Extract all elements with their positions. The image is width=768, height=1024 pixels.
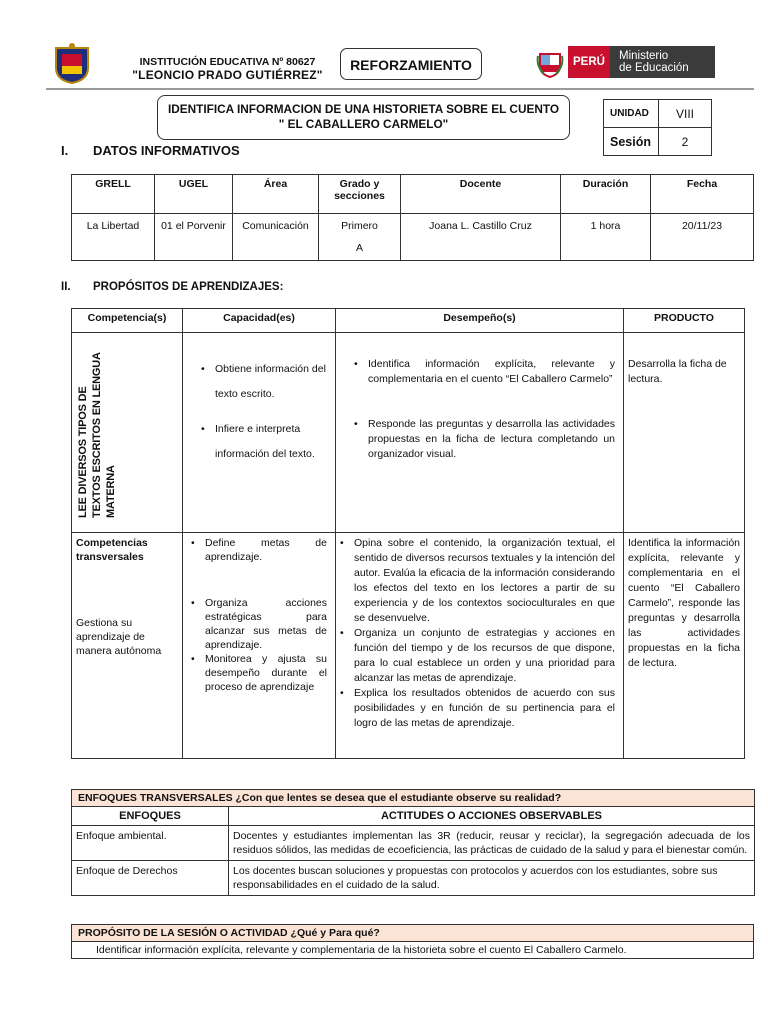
datos-fecha: 20/11/23 xyxy=(651,214,754,261)
enfoques-title: ENFOQUES TRANSVERSALES ¿Con que lentes se desea que el estudiante observe su realidad? xyxy=(72,790,755,807)
section-propositos-title: PROPÓSITOS DE APRENDIZAJES: xyxy=(93,281,284,293)
desempeno-item: • Identifica información explícita, relevante y complementaria en el cuento “El Caballero Carmelo” xyxy=(368,357,615,387)
transversal-producto-cell: Identifica la información explícita, relevante y complementaria en el cuento “El Caballero Carmelo”, responde las preguntas y desarrolla las actividades propuestas en la ficha de lectura. xyxy=(624,533,745,759)
peru-coat-of-arms-icon xyxy=(536,46,564,78)
reforzamiento-badge: REFORZAMIENTO xyxy=(340,48,482,80)
prop-header-capacidad: Capacidad(es) xyxy=(183,309,336,333)
transversal-desempenos-list xyxy=(340,536,619,731)
transversal-capacidad-item: • Define metas de aprendizaje. xyxy=(205,536,327,564)
enfoque-name: Enfoque de Derechos xyxy=(72,861,229,896)
minedu-peru-label: PERÚ xyxy=(568,46,610,78)
session-value: 2 xyxy=(659,128,712,156)
header-divider xyxy=(46,88,754,90)
enfoques-header-accion: ACTITUDES O ACCIONES OBSERVABLES xyxy=(229,807,755,826)
transversal-cell xyxy=(72,533,183,759)
transversal-capacidad-item: • Monitorea y ajusta su desempeño durante el proceso de aprendizaje xyxy=(205,652,327,694)
datos-docente: Joana L. Castillo Cruz xyxy=(401,214,561,261)
capacidades-list xyxy=(187,357,331,467)
propositos-table xyxy=(71,308,745,759)
datos-header-grell: GRELL xyxy=(72,175,155,214)
section-datos-heading xyxy=(61,143,240,158)
desempenos-cell xyxy=(336,333,624,533)
producto-cell: Desarrolla la ficha de lectura. xyxy=(624,333,745,533)
transversal-desempenos-cell xyxy=(336,533,624,759)
transversal-desempeno-item: • Opina sobre el contenido, la organización textual, el sentido de diversos recursos textuales y la intención del autor. Evalúa la eficacia de la información considerando los efectos del texto en los lectores a partir de su experiencia y de los contextos socioculturales en que se desenvuelve. xyxy=(354,536,615,626)
datos-header-ugel: UGEL xyxy=(155,175,233,214)
datos-header-fecha: Fecha xyxy=(651,175,754,214)
prop-header-producto: PRODUCTO xyxy=(624,309,745,333)
enfoque-accion: Los docentes buscan soluciones y propuestas con protocolos y acuerdos con los estudiantes, sobre sus responsabilidades en el cuidado de la salud. xyxy=(229,861,755,896)
session-title xyxy=(157,95,570,140)
transversal-capacidades-cell xyxy=(183,533,336,759)
minedu-ministry-label xyxy=(610,46,715,78)
datos-seccion-value: A xyxy=(355,242,363,254)
session-title-line1: IDENTIFICA INFORMACION DE UNA HISTORIETA SOBRE EL CUENTO xyxy=(167,102,560,116)
datos-header-duracion: Duración xyxy=(561,175,651,214)
datos-header-area: Área xyxy=(233,175,319,214)
section-datos-number: I. xyxy=(61,143,69,158)
transversal-title: Competencias transversales xyxy=(76,537,148,563)
school-crest-logo xyxy=(54,42,90,84)
school-name-line2: "LEONCIO PRADO GUTIÉRREZ" xyxy=(132,68,323,82)
transversal-name: Gestiona su aprendizaje de manera autónoma xyxy=(76,617,162,657)
minedu-line2: de Educación xyxy=(619,62,689,74)
enfoque-accion: Docentes y estudiantes implementan las 3R (reducir, reusar y reciclar), la segregación adecuada de los residuos sólidos, las medidas de ecoeficiencia, las prácticas de cuidado de la salud y para el bienestar común. xyxy=(229,826,755,861)
school-name xyxy=(110,56,345,82)
prop-header-competencia: Competencia(s) xyxy=(72,309,183,333)
proposito-sesion-text: Identificar información explícita, relevante y complementaria de la historieta sobre el cuento El Caballero Carmelo. xyxy=(72,942,754,959)
datos-table xyxy=(71,174,754,261)
enfoques-table xyxy=(71,789,755,896)
transversal-desempeno-item: • Organiza un conjunto de estrategias y acciones en función del tiempo y de los recursos de que dispone, para lo cual establece un orden y una prioridad para alcanzar las metas de aprendizaje. xyxy=(354,626,615,686)
school-name-line1: INSTITUCIÓN EDUCATIVA Nº 80627 xyxy=(139,56,316,68)
unit-value: VIII xyxy=(659,100,712,128)
datos-grell: La Libertad xyxy=(72,214,155,261)
section-propositos-heading xyxy=(61,281,283,293)
enfoques-header-enfoque: ENFOQUES xyxy=(72,807,229,826)
minedu-line1: Ministerio xyxy=(619,50,669,62)
desempeno-item: • Responde las preguntas y desarrolla las actividades propuestas en la ficha de lectura completando un organizador visual. xyxy=(368,417,615,462)
datos-ugel: 01 el Porvenir xyxy=(155,214,233,261)
unit-session-table xyxy=(603,99,712,156)
datos-grado xyxy=(319,214,401,261)
prop-header-desempeno: Desempeño(s) xyxy=(336,309,624,333)
datos-header-docente: Docente xyxy=(401,175,561,214)
desempenos-list xyxy=(340,357,619,462)
datos-area: Comunicación xyxy=(233,214,319,261)
unit-label: UNIDAD xyxy=(604,100,659,128)
proposito-sesion-title: PROPÓSITO DE LA SESIÓN O ACTIVIDAD ¿Qué y Para qué? xyxy=(72,925,754,942)
competencia-vertical-text: LEE DIVERSOS TIPOS DE TEXTOS ESCRITOS EN LENGUA MATERNA xyxy=(77,352,117,518)
enfoque-name: Enfoque ambiental. xyxy=(72,826,229,861)
datos-duracion: 1 hora xyxy=(561,214,651,261)
capacidad-item: • Infiere e interpreta información del texto. xyxy=(215,417,331,467)
datos-header-grado: Grado y secciones xyxy=(319,175,401,214)
capacidades-cell xyxy=(183,333,336,533)
session-label: Sesión xyxy=(604,128,659,156)
datos-grado-value: Primero xyxy=(341,220,378,232)
transversal-desempeno-item: • Explica los resultados obtenidos de acuerdo con sus posibilidades y en función de su pertinencia para el logro de las metas de aprendizaje. xyxy=(354,686,615,731)
competencia-cell xyxy=(72,333,183,533)
section-propositos-number: II. xyxy=(61,281,71,293)
proposito-sesion-table xyxy=(71,924,754,959)
capacidad-item: • Obtiene información del texto escrito. xyxy=(215,357,331,407)
section-datos-title: DATOS INFORMATIVOS xyxy=(93,143,240,158)
transversal-capacidades-list xyxy=(187,536,331,694)
session-title-line2: " EL CABALLERO CARMELO" xyxy=(278,117,449,131)
transversal-capacidad-item: • Organiza acciones estratégicas para alcanzar sus metas de aprendizaje. xyxy=(205,596,327,652)
